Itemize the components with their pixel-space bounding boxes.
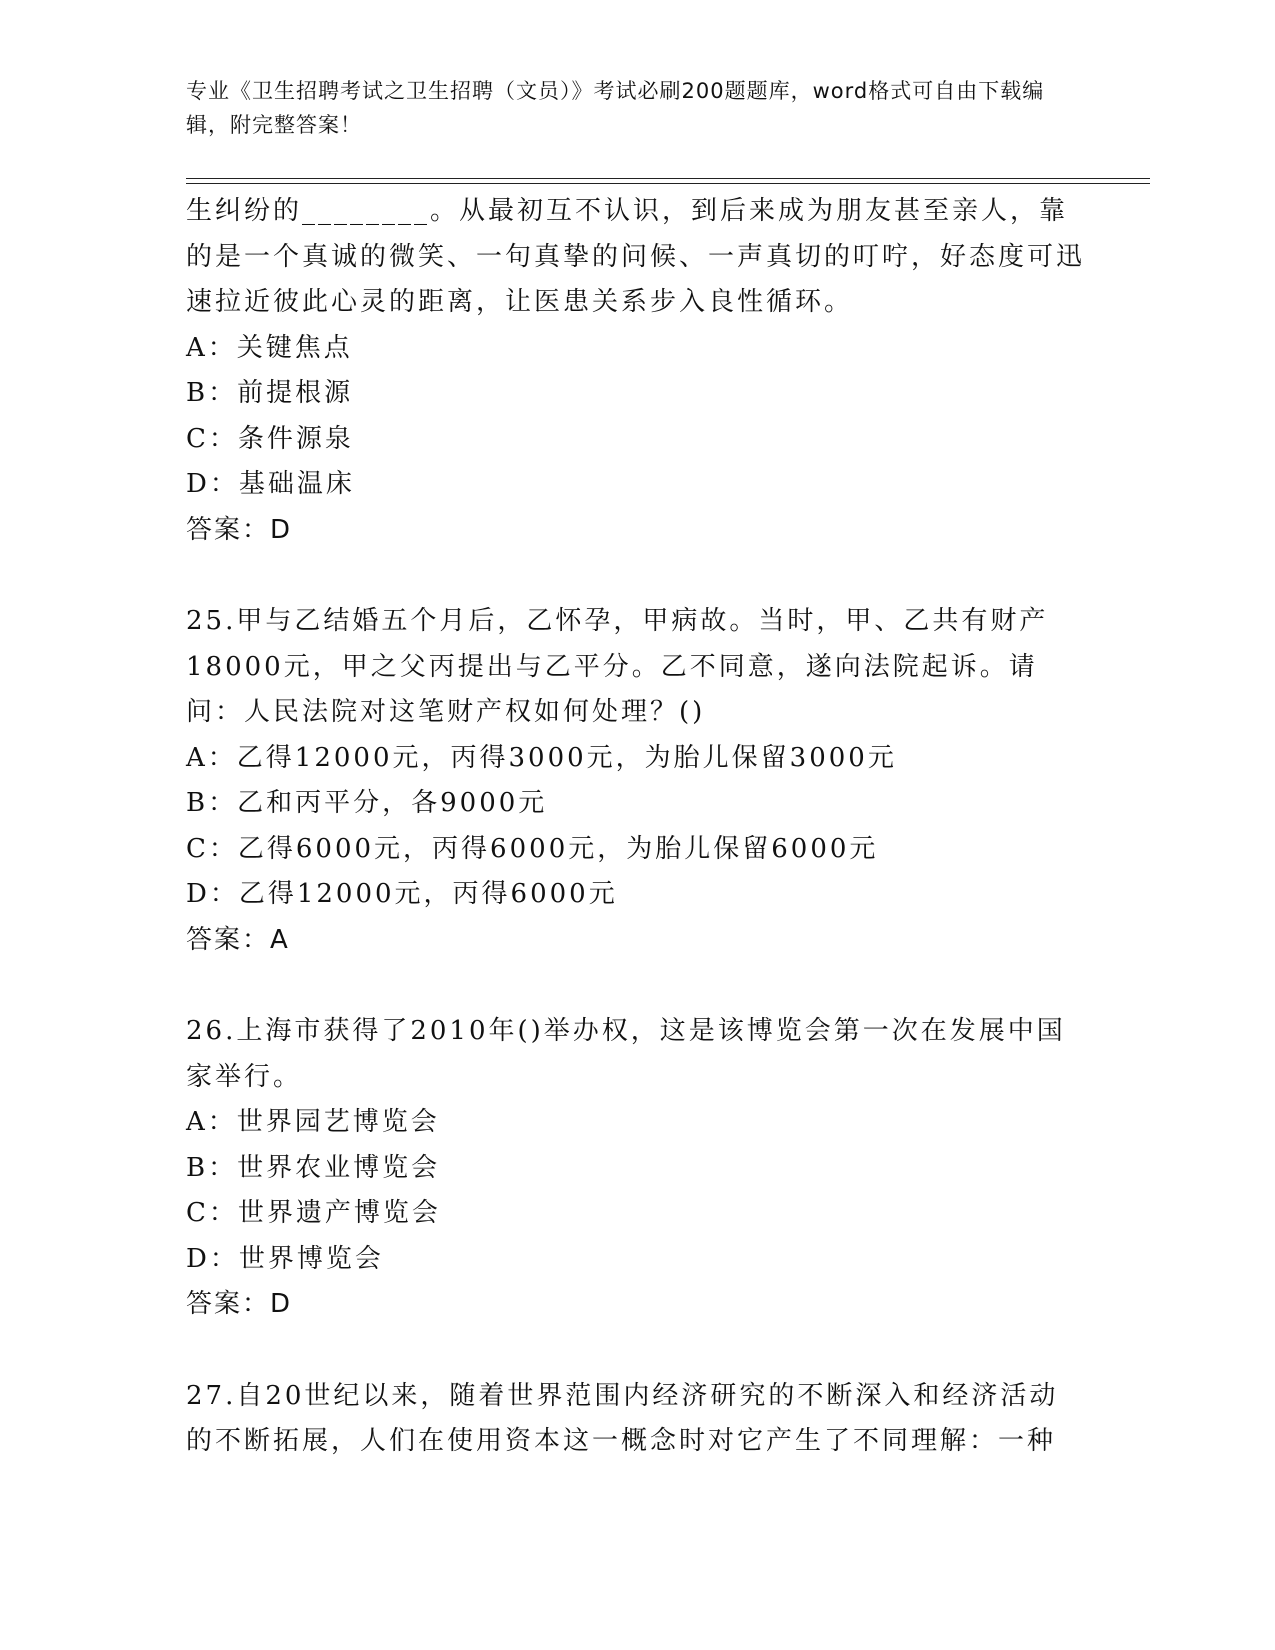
header-divider-top: [186, 178, 1150, 179]
question-block: [186, 189, 1086, 553]
option-b: B：前提根源: [186, 378, 354, 408]
option-c: C：条件源泉: [186, 423, 354, 454]
option-a: A：关键焦点: [186, 332, 353, 363]
document-header: 专业《卫生招聘考试之卫生招聘（文员）》考试必刷200题题库，word格式可自由下载编辑，附完整答案！: [186, 79, 1045, 137]
answer-label: 答案：D: [186, 514, 293, 545]
document-body: [186, 189, 1086, 1465]
option-a: A：乙得12000元，丙得3000元，为胎儿保留3000元: [186, 742, 897, 773]
option-b: B：乙和丙平分，各9000元: [186, 788, 548, 818]
question-stem: 25.甲与乙结婚五个月后，乙怀孕，甲病故。当时，甲、乙共有财产18000元，甲之父丙提出与乙平分。乙不同意，遂向法院起诉。请问：人民法院对这笔财产权如何处理？(): [186, 606, 1049, 727]
question-block: [186, 1374, 1086, 1465]
option-d: D：乙得12000元，丙得6000元: [186, 879, 618, 909]
option-c: C：乙得6000元，丙得6000元，为胎儿保留6000元: [186, 833, 879, 864]
question-stem: 26.上海市获得了2010年()举办权，这是该博览会第一次在发展中国家举行。: [186, 1016, 1066, 1092]
question-block: [186, 599, 1086, 963]
answer-label: 答案：D: [186, 1289, 293, 1319]
question-block: [186, 1009, 1086, 1328]
question-stem: 生纠纷的________。从最初互不认识，到后来成为朋友甚至亲人，靠的是一个真诚的微笑、一句真挚的问候、一声真切的叮咛，好态度可迅速拉近彼此心灵的距离，让医患关系步入良性循环。: [186, 196, 1086, 317]
option-c: C：世界遗产博览会: [186, 1198, 441, 1228]
question-stem: 27.自20世纪以来，随着世界范围内经济研究的不断深入和经济活动的不断拓展，人们在使用资本这一概念时对它产生了不同理解：一种: [186, 1380, 1059, 1456]
option-d: D：世界博览会: [186, 1243, 384, 1274]
option-a: A：世界园艺博览会: [186, 1107, 440, 1137]
answer-label: 答案：A: [186, 924, 290, 955]
header-divider-bottom: [186, 183, 1150, 184]
option-d: D：基础温床: [186, 469, 355, 499]
option-b: B：世界农业博览会: [186, 1152, 441, 1183]
